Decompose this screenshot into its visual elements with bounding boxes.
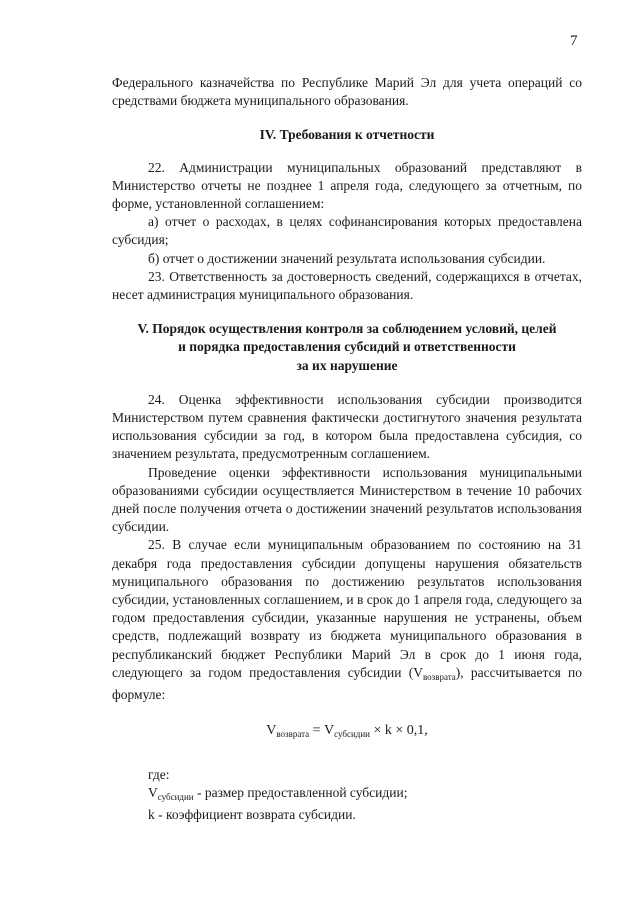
definition-k: k - коэффициент возврата субсидии. xyxy=(148,806,356,822)
section-5-heading xyxy=(112,320,582,375)
formula-sub-subsidy: субсидии xyxy=(334,729,370,740)
formula-eq: = V xyxy=(309,723,335,739)
def-v-text: - размер предоставленной субсидии; xyxy=(193,784,408,800)
paragraph-25-text: 25. В случае если муниципальным образованием по состоянию на 31 декабря года предоставления субсидии допущены нарушения обязательств муниципального образования по достижению результатов использования субсидии, установленных соглашением, и в срок до 1 апреля года, следующего за годом предоставления субсидии, указанные нарушения не устранены, объем средств, подлежащий возврату из бюджета муниципального образования в республиканский бюджет Республики Марий Эл в срок до 1 июня года, следующего за годом предоставления субсидии (V xyxy=(112,537,582,680)
paragraph-25-end: ), рассчитывается по формуле: xyxy=(112,664,582,703)
formula-rest: × k × 0,1, xyxy=(370,723,428,739)
intro-paragraph: Федерального казначейства по Республике Марий Эл для учета операций со средствами бюджета муниципального образования. xyxy=(112,75,582,109)
section-4-heading: IV. Требования к отчетности xyxy=(259,127,435,143)
return-formula xyxy=(112,722,582,743)
paragraph-24b: Проведение оценки эффективности использования муниципальными образованиями субсидии осуществляется Министерством в течение 10 рабочих дней после получения отчета о достижении значений результатов использования субсидии. xyxy=(112,464,582,535)
document-body xyxy=(112,74,582,824)
section-5-heading-line2: и порядка предоставления субсидий и ответственности xyxy=(178,339,516,355)
paragraph-22: 22. Администрации муниципальных образований представляют в Министерство отчеты не позднее 1 апреля года, следующего за отчетным, по форме, установленной соглашением: xyxy=(112,159,582,212)
def-v: V xyxy=(148,784,158,800)
paragraph-22a: а) отчет о расходах, в целях софинансирования которых предоставлена субсидия; xyxy=(112,214,582,248)
page-number: 7 xyxy=(570,33,578,49)
section-5-heading-line3: за их нарушение xyxy=(296,357,398,373)
definition-v-subsidy xyxy=(148,784,582,806)
formula-sub-return: возврата xyxy=(276,729,310,740)
paragraph-22b: б) отчет о достижении значений результата использования субсидии. xyxy=(148,250,546,266)
formula-v: V xyxy=(266,723,277,739)
def-v-sub: субсидии xyxy=(157,791,194,802)
paragraph-23: 23. Ответственность за достоверность сведений, содержащихся в отчетах, несет администрация муниципального образования. xyxy=(112,268,582,303)
where-label: где: xyxy=(148,766,170,782)
formula-definitions xyxy=(148,766,582,825)
v-return-subscript: возврата xyxy=(422,671,456,682)
paragraph-25 xyxy=(112,536,582,704)
section-5-heading-line1: V. Порядок осуществления контроля за соблюдением условий, целей xyxy=(137,321,557,337)
paragraph-24: 24. Оценка эффективности использования субсидии производится Министерством путем сравнения фактически достигнутого значения результата использования субсидии за год, в котором была предоставлена субсидия, со значением результата, предусмотренным соглашением. xyxy=(112,391,582,462)
